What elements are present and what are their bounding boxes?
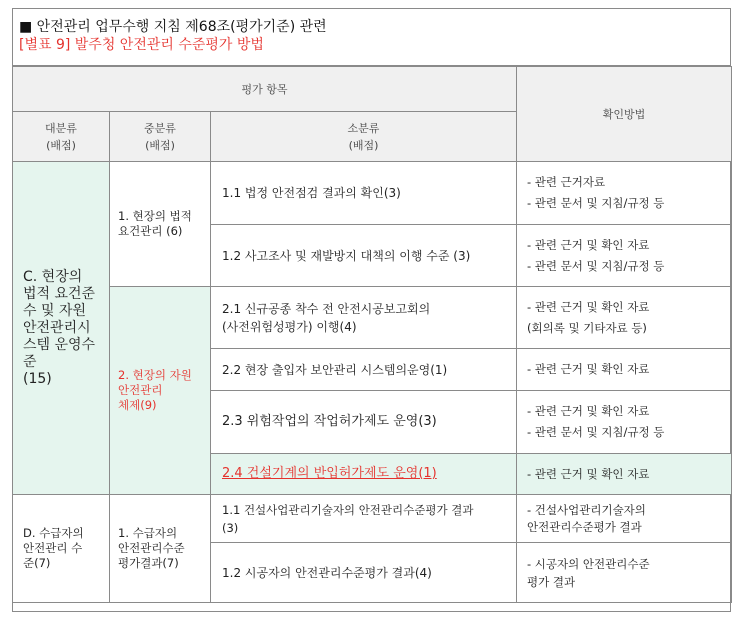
item-c1-2: 1.2 사고조사 및 재발방지 대책의 이행 수준 (3) xyxy=(211,225,517,287)
check-c1-2: - 관련 근거 및 확인 자료 - 관련 문서 및 지침/규정 등 xyxy=(517,225,732,287)
subcategory-c1: 1. 현장의 법적 요건관리 (6) xyxy=(110,162,211,287)
check-c2-2: - 관련 근거 및 확인 자료 xyxy=(517,349,732,391)
document-header xyxy=(13,9,730,66)
item-c1-1: 1.1 법정 안전점검 결과의 확인(3) xyxy=(211,162,517,225)
category-c: C. 현장의 법적 요건준 수 및 자원 안전관리시 스템 운영수 준 (15) xyxy=(13,162,110,495)
check-method-header: 확인방법 xyxy=(517,67,732,162)
check-c2-4: - 관련 근거 및 확인 자료 xyxy=(517,454,732,495)
item-c2-4 xyxy=(211,454,517,495)
check-c2-1: - 관련 근거 및 확인 자료 (회의록 및 기타자료 등) xyxy=(517,287,732,349)
item-c2-4-text: 2.4 건설기계의 반입허가제도 운영(1) xyxy=(222,466,437,481)
check-c1-1: - 관련 근거자료 - 관련 문서 및 지침/규정 등 xyxy=(517,162,732,225)
document-subtitle: [별표 9] 발주청 안전관리 수준평가 방법 xyxy=(19,37,264,53)
document-title: ■ 안전관리 업무수행 지침 제68조(평가기준) 관련 xyxy=(19,19,327,35)
item-c2-1: 2.1 신규공종 착수 전 안전시공보고회의 (사전위험성평가) 이행(4) xyxy=(211,287,517,349)
minor-category-header: 소분류 (배점) xyxy=(211,112,517,162)
subcategory-d1: 1. 수급자의 안전관리수준 평가결과(7) xyxy=(110,495,211,603)
item-d1-1: 1.1 건설사업관리기술자의 안전관리수준평가 결과 (3) xyxy=(211,495,517,543)
check-d1-1: - 건설사업관리기술자의 안전관리수준평가 결과 xyxy=(517,495,732,543)
evaluation-table xyxy=(12,66,732,603)
major-category-header: 대분류 (배점) xyxy=(13,112,110,162)
subcategory-c2: 2. 현장의 자원 안전관리 체제(9) xyxy=(110,287,211,495)
evaluation-items-header: 평가 항목 xyxy=(13,67,517,112)
category-d: D. 수급자의 안전관리 수 준(7) xyxy=(13,495,110,603)
check-d1-2: - 시공자의 안전관리수준 평가 결과 xyxy=(517,543,732,603)
guideline-document xyxy=(12,8,731,612)
item-c2-3: 2.3 위험작업의 작업허가제도 운영(3) xyxy=(211,391,517,454)
item-c2-2: 2.2 현장 출입자 보안관리 시스템의운영(1) xyxy=(211,349,517,391)
mid-category-header: 중분류 (배점) xyxy=(110,112,211,162)
item-d1-2: 1.2 시공자의 안전관리수준평가 결과(4) xyxy=(211,543,517,603)
check-c2-3: - 관련 근거 및 확인 자료 - 관련 문서 및 지침/규정 등 xyxy=(517,391,732,454)
